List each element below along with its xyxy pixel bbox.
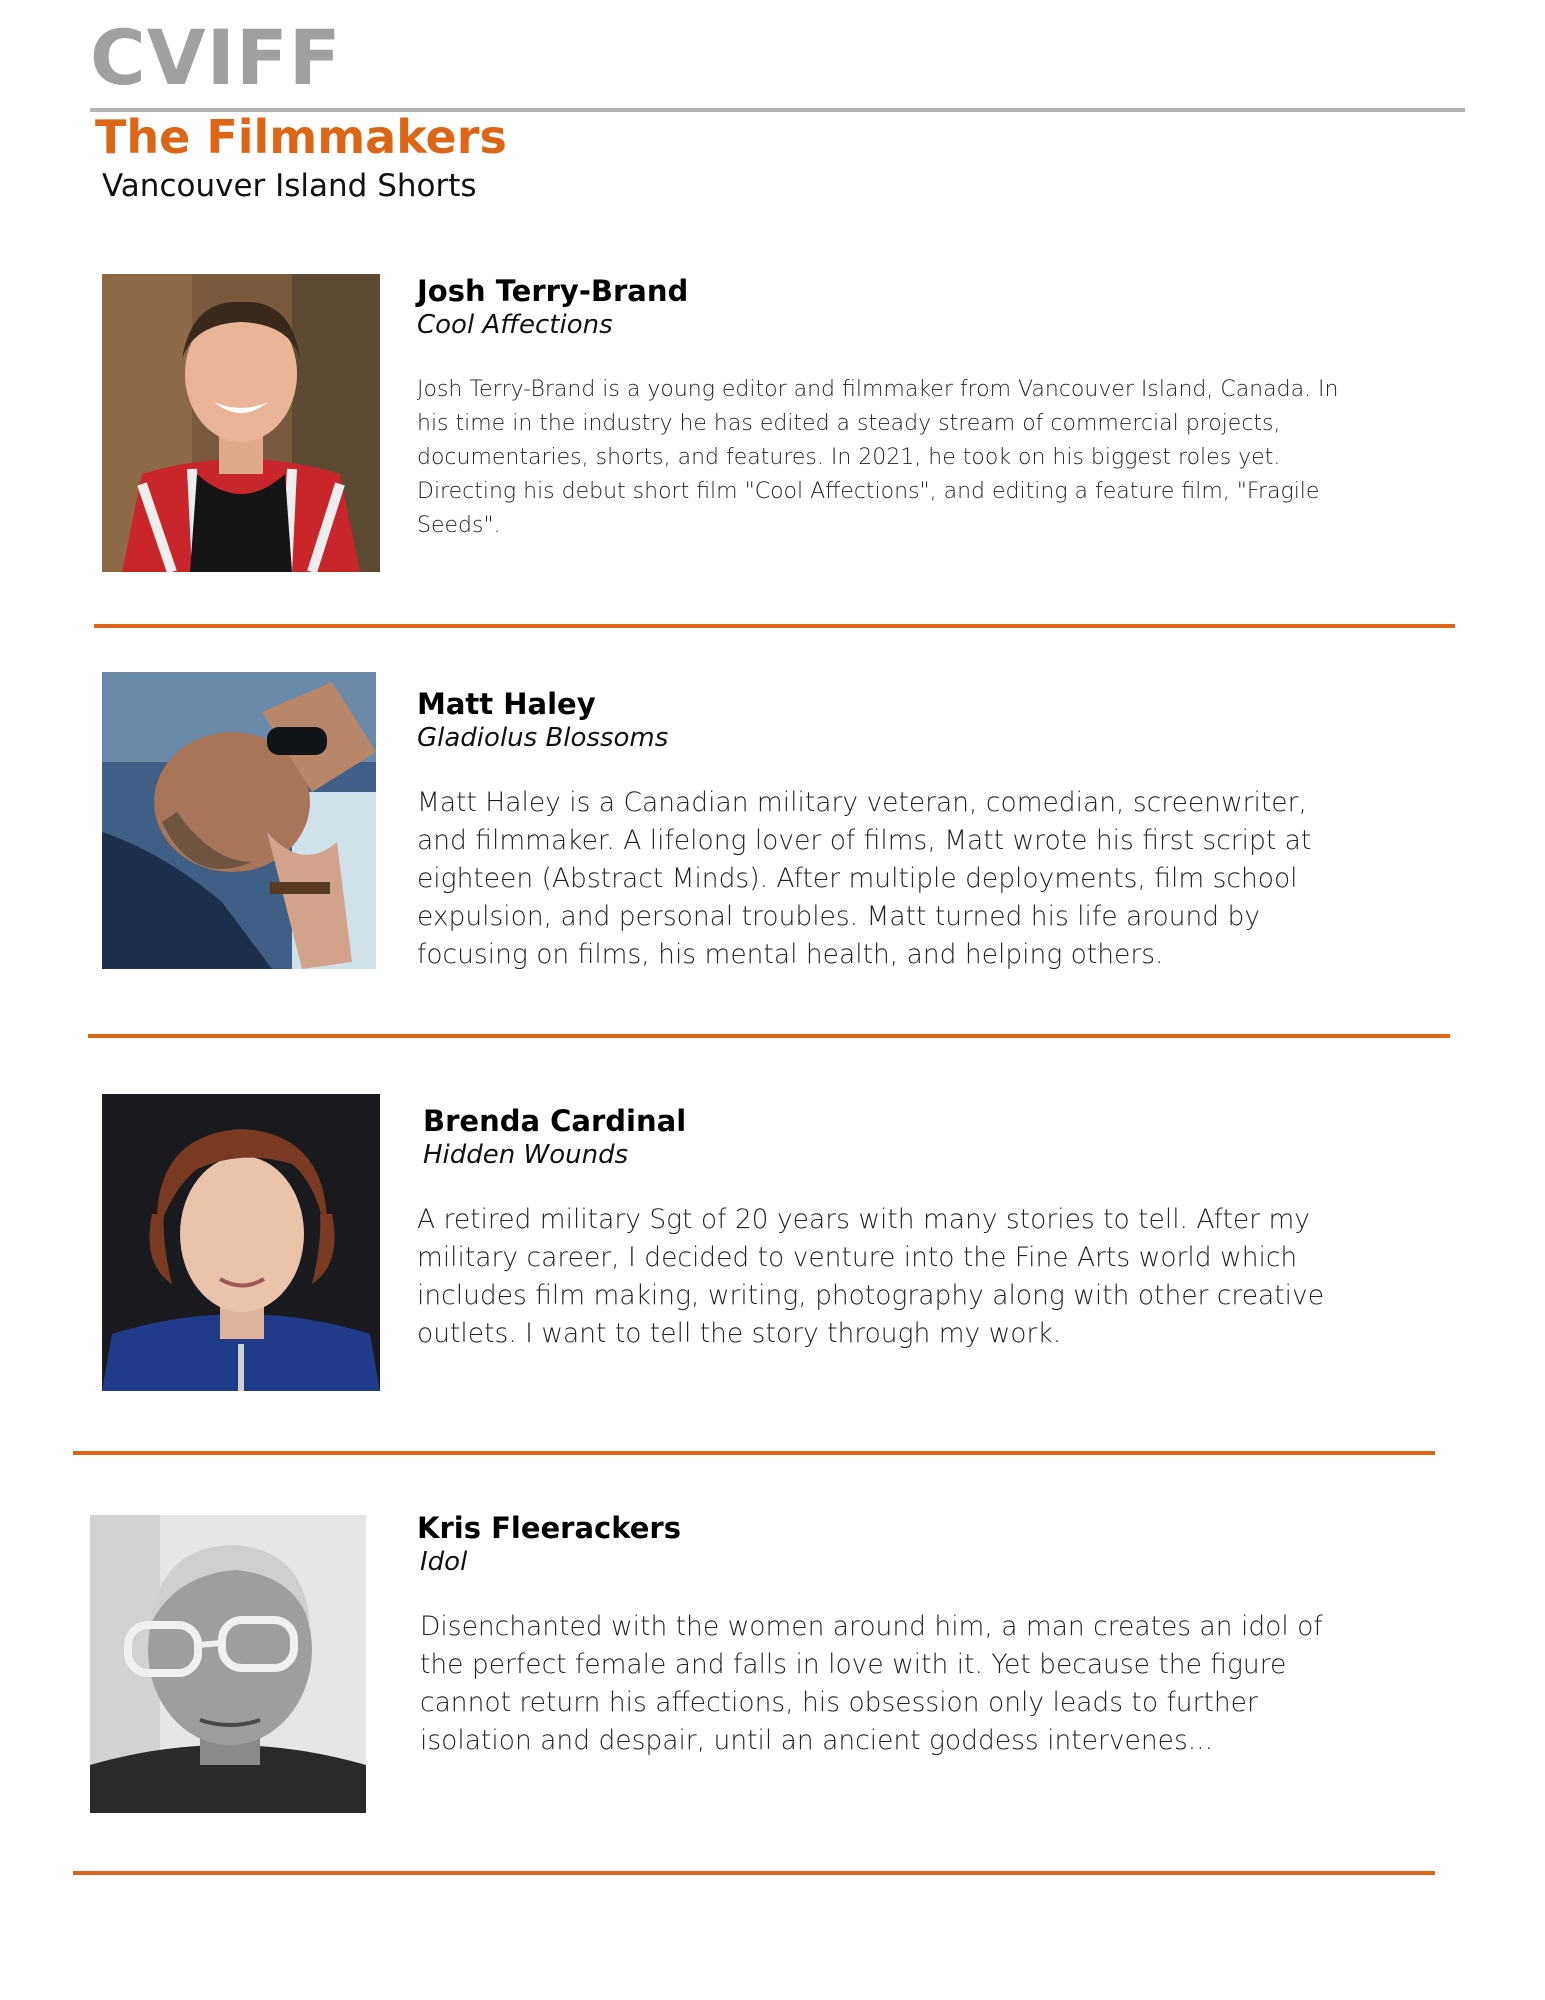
filmmaker-bio [417, 1511, 1367, 1760]
filmmaker-photo [102, 274, 380, 572]
page-title: The Filmmakers [95, 110, 507, 164]
film-title: Gladiolus Blossoms [417, 722, 669, 753]
filmmaker-bio [417, 687, 1347, 974]
section-divider [94, 624, 1455, 628]
film-title: Hidden Wounds [423, 1139, 629, 1170]
filmmaker-photo [90, 1515, 366, 1813]
film-title: Idol [420, 1546, 468, 1577]
film-title: Cool Affections [417, 309, 613, 340]
filmmaker-bio [417, 274, 1347, 543]
brand-logo: CVIFF [90, 13, 342, 102]
section-divider [73, 1871, 1435, 1875]
filmmaker-description: Matt Haley is a Canadian military veteran, comedian, screenwriter, and filmmaker. A lifelong lover of films, Matt wrote his first script at eighteen (Abstract Minds). After multiple deployments, film school expulsion, and personal troubles. Matt turned his life around by focusing on films, his mental health, and helping others. [417, 786, 1312, 970]
filmmaker-name: Matt Haley [417, 687, 596, 721]
filmmaker-photo [102, 1094, 380, 1391]
filmmaker-description: Josh Terry-Brand is a young editor and filmmaker from Vancouver Island, Canada. In his time in the industry he has edited a steady stream of commercial projects, documentaries, shorts, and features. In 2021, he took on his biggest roles yet. Directing his debut short film "Cool Affections", and editing a feature film, "Fragile Seeds". [417, 376, 1339, 538]
filmmaker-bio [417, 1104, 1357, 1353]
filmmaker-photo [102, 672, 376, 969]
page-subtitle: Vancouver Island Shorts [102, 168, 477, 204]
filmmaker-description: Disenchanted with the women around him, a man creates an idol of the perfect female and falls in love with it. Yet because the figure cannot return his affections, his obsession only leads to further isolation and despair, until an ancient goddess intervenes... [420, 1610, 1323, 1756]
section-divider [88, 1034, 1450, 1038]
filmmaker-name: Brenda Cardinal [423, 1104, 687, 1138]
filmmaker-name: Josh Terry-Brand [417, 274, 689, 308]
filmmaker-name: Kris Fleerackers [417, 1511, 681, 1545]
section-divider [73, 1451, 1435, 1455]
filmmaker-description: A retired military Sgt of 20 years with many stories to tell. After my military career, I decided to venture into the Fine Arts world which includes film making, writing, photography along with other creative outlets. I want to tell the story through my work. [417, 1203, 1325, 1349]
